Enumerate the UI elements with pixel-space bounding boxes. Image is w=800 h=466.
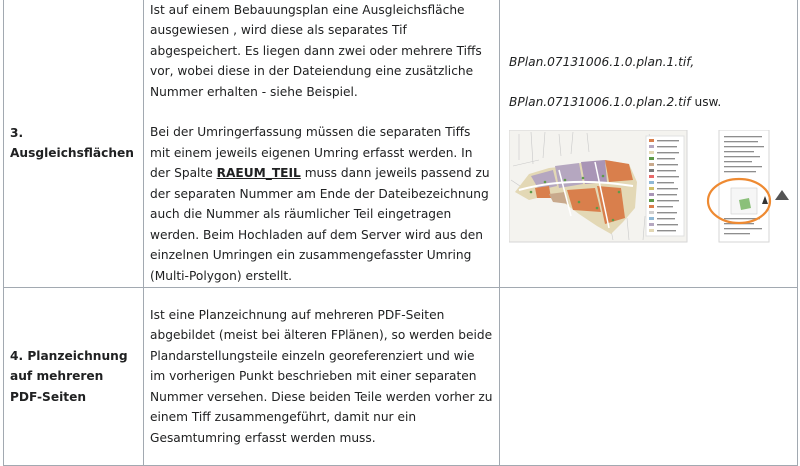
example-filename: BPlan.07131006.1.0.plan.1.tif, — [509, 55, 695, 69]
plan-thumbnails — [509, 130, 791, 246]
description-paragraph: Ist auf einem Bebauungsplan eine Ausgleichsfläche ausgewiesen , wird diese als separates Tif abgespeichert. Es liegen dann zwei oder mehrere Tiffs vor, wobei diese in der Dateiendung eine zusätzliche Nummer erhalten - siehe Beispiel. — [150, 2, 482, 99]
example-filename — [509, 92, 797, 113]
raeum-teil-term: RAEUM_TEIL — [216, 166, 301, 181]
example-filename-suffix: usw. — [690, 94, 722, 109]
row-description — [144, 0, 500, 288]
table-row — [4, 288, 798, 466]
row-example — [500, 288, 798, 466]
info-table — [3, 0, 798, 466]
row-example — [500, 0, 798, 288]
row-description: Ist eine Planzeichnung auf mehreren PDF-Seiten abgebildet (meist bei älteren FPlänen), so werden beide Plandarstellungsteile einzeln georeferenziert und wie im vorherigen Punkt beschrieben mit einer separaten Nummer versehen. Diese beiden Teile werden vorher zu einem Tiff zusammengeführt, damit nur ein Gesamtumring erfasst werden muss. — [144, 288, 500, 466]
plan-thumbnail-1 — [509, 130, 687, 242]
description-text: muss dann jeweils passend zu der separaten Nummer am Ende der Dateibezeichnung auch die Nummer als räumlicher Teil eingetragen werden. Beim Hochladen auf dem Server wird aus den einzelnen Umringen ein zusammengefasster Umring (Multi-Polygon) erstellt. — [150, 166, 490, 283]
description-paragraph — [150, 122, 493, 286]
table-row — [4, 0, 798, 288]
description-text: Bei der Umringerfassung müssen die separaten Tiffs mit einem jeweils eigenen Umring erfasst werden. In der Spalte — [150, 125, 473, 181]
row-label: 3. Ausgleichsflächen — [4, 0, 144, 288]
example-filename-text: BPlan.07131006.1.0.plan.2.tif — [509, 94, 691, 109]
plan-thumbnail-2 — [708, 130, 789, 242]
row-label: 4. Planzeichnung auf mehreren PDF-Seiten — [4, 288, 144, 466]
